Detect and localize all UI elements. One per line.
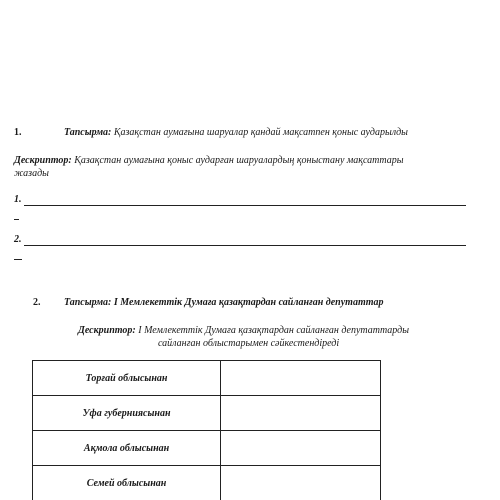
task2-descriptor-line2: сайланған облыстарымен сәйкестендіреді [158,338,340,349]
task1-descriptor-line2: жазады [14,168,49,179]
table-row [33,396,381,431]
answer1-line[interactable] [24,205,466,206]
answer1-label: 1. [14,194,22,205]
answer2-label: 2. [14,234,22,245]
task2-descriptor-text: I Мемлекеттік Думаға қазақтардан сайланған депутаттарды [138,325,409,336]
task2-descriptor-line1 [78,325,409,337]
task2-title: Тапсырма: I Мемлекеттік Думаға қазақтардан сайланған депутаттар [64,297,384,308]
deputy-answer-cell[interactable] [221,466,381,500]
task1-number: 1. [14,127,22,138]
region-cell: Ақмола облысынан [33,431,221,466]
region-cell: Уфа губерниясынан [33,396,221,431]
task2-descriptor-label: Дескриптор: [78,325,136,336]
task1-descriptor-line1 [14,155,404,167]
table-row [33,431,381,466]
task1-heading [64,127,408,139]
deputy-answer-cell[interactable] [221,361,381,396]
answer2-line[interactable] [24,245,466,246]
table-row [33,361,381,396]
task2-number: 2. [33,297,41,308]
matching-table [32,360,381,500]
table-row [33,466,381,500]
region-cell: Торғай облысынан [33,361,221,396]
answer2-dash [14,259,22,260]
deputy-answer-cell[interactable] [221,431,381,466]
answer1-dash [14,219,19,220]
deputy-answer-cell[interactable] [221,396,381,431]
region-cell: Семей облысынан [33,466,221,500]
task1-text: Қазақстан аумағына шаруалар қандай мақсатпен қоныс аударылды [113,127,408,138]
task1-descriptor-label: Дескриптор: [14,155,72,166]
task1-descriptor-text: Қазақстан аумағына қоныс аударған шаруалардың қоныстану мақсаттары [74,155,404,166]
task1-label: Тапсырма: [64,127,112,138]
